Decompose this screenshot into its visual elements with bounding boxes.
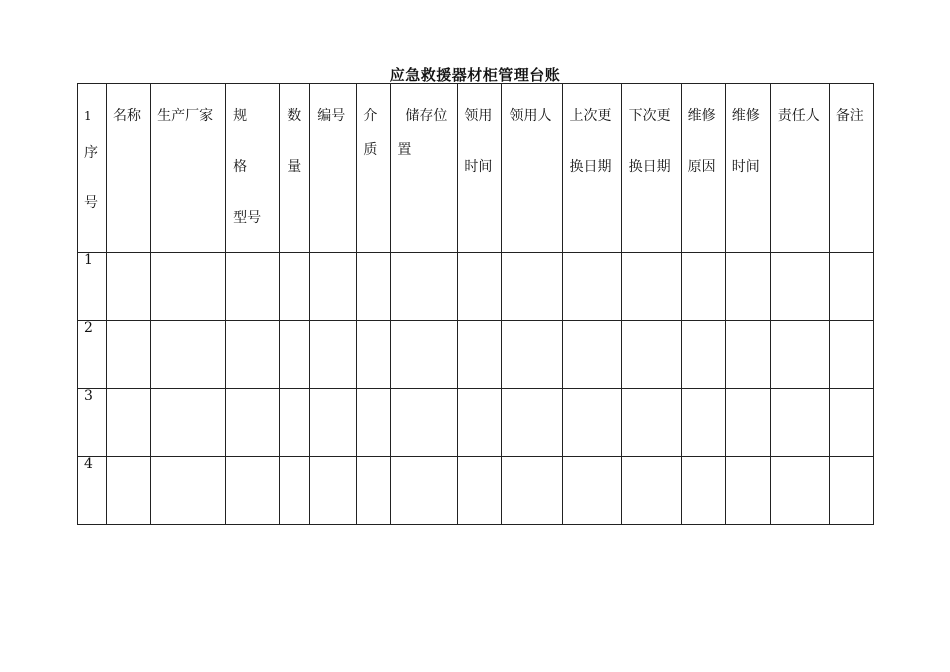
header-cell-receive-time bbox=[458, 84, 502, 253]
table-cell bbox=[502, 389, 562, 457]
header-text: 生产厂家 bbox=[157, 108, 214, 124]
table-cell bbox=[829, 389, 873, 457]
table-cell bbox=[829, 457, 873, 525]
table-cell bbox=[280, 389, 310, 457]
header-cell-name bbox=[107, 84, 151, 253]
table-cell bbox=[151, 321, 226, 389]
table-cell bbox=[770, 389, 829, 457]
table-cell bbox=[562, 389, 621, 457]
header-text: 置 bbox=[397, 142, 412, 158]
table-cell bbox=[226, 389, 280, 457]
header-text: 领用 bbox=[464, 108, 493, 124]
table-cell bbox=[562, 253, 621, 321]
table-cell bbox=[502, 457, 562, 525]
header-text: 质 bbox=[363, 142, 378, 158]
row-number: 2 bbox=[78, 321, 107, 389]
table-row bbox=[78, 253, 874, 321]
table-cell bbox=[621, 321, 681, 389]
table-cell bbox=[725, 321, 770, 389]
header-text: 责任人 bbox=[777, 108, 820, 124]
table-cell bbox=[107, 253, 151, 321]
header-cell-manufacturer bbox=[151, 84, 226, 253]
table-row bbox=[78, 389, 874, 457]
table-cell bbox=[458, 321, 502, 389]
header-text: 量 bbox=[287, 159, 302, 175]
table-cell bbox=[681, 321, 725, 389]
header-text: 号 bbox=[84, 195, 98, 211]
header-text: 型号 bbox=[233, 210, 262, 226]
header-text: 储存位 bbox=[405, 108, 448, 124]
table-row bbox=[78, 457, 874, 525]
table-cell bbox=[107, 321, 151, 389]
table-row bbox=[78, 321, 874, 389]
header-text: 序 bbox=[84, 145, 98, 161]
table-cell bbox=[681, 457, 725, 525]
table-cell bbox=[621, 253, 681, 321]
table-cell bbox=[391, 321, 458, 389]
table-cell bbox=[310, 321, 357, 389]
table-cell bbox=[829, 253, 873, 321]
table-cell bbox=[502, 253, 562, 321]
table-cell bbox=[151, 457, 226, 525]
table-cell bbox=[621, 389, 681, 457]
table-cell bbox=[226, 321, 280, 389]
table-cell bbox=[829, 321, 873, 389]
header-text: 名称 bbox=[113, 108, 142, 124]
header-text: 上次更 bbox=[569, 108, 612, 124]
row-number: 3 bbox=[78, 389, 107, 457]
table-cell bbox=[357, 457, 391, 525]
header-text: 编号 bbox=[317, 108, 346, 124]
table-cell bbox=[458, 389, 502, 457]
ledger-table bbox=[77, 83, 874, 525]
table-cell bbox=[357, 253, 391, 321]
table-cell bbox=[770, 253, 829, 321]
header-text: 维修 bbox=[687, 108, 716, 124]
header-cell-receiver bbox=[502, 84, 562, 253]
row-number: 1 bbox=[78, 253, 107, 321]
table-cell bbox=[151, 389, 226, 457]
header-cell-next-replace bbox=[621, 84, 681, 253]
table-cell bbox=[391, 457, 458, 525]
table-cell bbox=[562, 457, 621, 525]
row-number: 4 bbox=[78, 457, 107, 525]
header-text: 介 bbox=[363, 108, 378, 124]
table-cell bbox=[226, 457, 280, 525]
header-text: 规 bbox=[233, 108, 248, 124]
table-cell bbox=[280, 321, 310, 389]
table-cell bbox=[280, 253, 310, 321]
table-cell bbox=[725, 253, 770, 321]
header-text: 格 bbox=[233, 159, 248, 175]
header-text: 领用人 bbox=[509, 108, 552, 124]
table-cell bbox=[280, 457, 310, 525]
header-text: 时间 bbox=[464, 159, 493, 175]
header-text: 原因 bbox=[687, 159, 716, 175]
header-cell-spec bbox=[226, 84, 280, 253]
table-cell bbox=[502, 321, 562, 389]
header-cell-last-replace bbox=[562, 84, 621, 253]
table-cell bbox=[357, 321, 391, 389]
table-cell bbox=[391, 389, 458, 457]
header-text: 备注 bbox=[835, 108, 864, 124]
table-cell bbox=[226, 253, 280, 321]
table-cell bbox=[458, 253, 502, 321]
table-cell bbox=[310, 253, 357, 321]
table-cell bbox=[458, 457, 502, 525]
header-text: 换日期 bbox=[628, 159, 671, 175]
table-cell bbox=[310, 457, 357, 525]
table-cell bbox=[621, 457, 681, 525]
table-cell bbox=[310, 389, 357, 457]
table-cell bbox=[107, 389, 151, 457]
header-cell-repair-reason bbox=[681, 84, 725, 253]
table-cell bbox=[681, 253, 725, 321]
header-text: 换日期 bbox=[569, 159, 612, 175]
table-cell bbox=[107, 457, 151, 525]
header-cell-serial bbox=[78, 84, 107, 253]
header-cell-location bbox=[391, 84, 458, 253]
table-cell bbox=[770, 457, 829, 525]
header-cell-quantity bbox=[280, 84, 310, 253]
page-title: 应急救援器材柜管理台账 bbox=[389, 66, 561, 84]
header-cell-code bbox=[310, 84, 357, 253]
header-cell-owner bbox=[770, 84, 829, 253]
header-text: 下次更 bbox=[628, 108, 671, 124]
table-cell bbox=[725, 457, 770, 525]
table-cell bbox=[357, 389, 391, 457]
table-cell bbox=[681, 389, 725, 457]
header-text: 时间 bbox=[731, 159, 760, 175]
table-cell bbox=[151, 253, 226, 321]
header-row bbox=[78, 84, 874, 253]
header-text: 数 bbox=[287, 108, 302, 124]
table-cell bbox=[391, 253, 458, 321]
header-text: 1 bbox=[84, 109, 92, 123]
table-cell bbox=[770, 321, 829, 389]
header-text: 维修 bbox=[731, 108, 760, 124]
table-cell bbox=[562, 321, 621, 389]
header-cell-repair-time bbox=[725, 84, 770, 253]
header-cell-medium bbox=[357, 84, 391, 253]
table-cell bbox=[725, 389, 770, 457]
header-cell-remark bbox=[829, 84, 873, 253]
